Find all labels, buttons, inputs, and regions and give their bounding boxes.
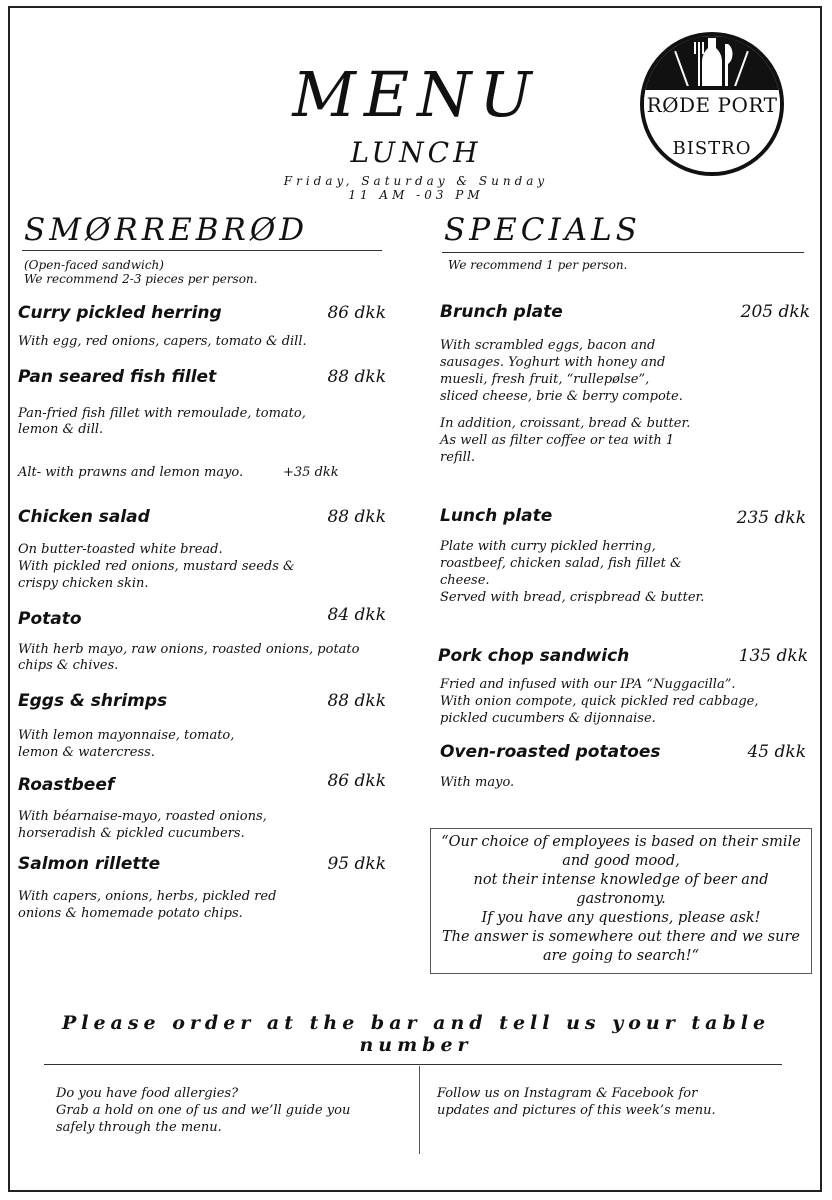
menu-item-desc: With scrambled eggs, bacon and (440, 338, 656, 353)
menu-item-name: Chicken salad (18, 507, 150, 527)
menu-item-desc: With herb mayo, raw onions, roasted onions, potato (18, 642, 360, 657)
quote-line: “Our choice of employees is based on their smile (441, 834, 801, 850)
page-title: MENU (292, 58, 540, 131)
menu-item-price: 45 dkk (747, 742, 806, 762)
smorrebrod-note-1: (Open-faced sandwich) (24, 258, 164, 272)
logo-top (644, 36, 780, 88)
menu-item-desc: With capers, onions, herbs, pickled red (18, 889, 277, 904)
menu-item-price: 88 dkk (327, 691, 386, 711)
menu-item-name: Brunch plate (440, 302, 563, 322)
menu-item-price: 95 dkk (327, 854, 386, 874)
menu-item-price: 86 dkk (327, 771, 386, 791)
specials-note: We recommend 1 per person. (448, 258, 628, 272)
menu-item-desc: With béarnaise-mayo, roasted onions, (18, 809, 267, 824)
social-note (437, 1085, 716, 1119)
order-instruction: Please order at the bar and tell us your table number (61, 1012, 771, 1056)
menu-item-price: 235 dkk (736, 508, 806, 528)
footer-divider (419, 1066, 420, 1154)
staff-quote-box (430, 828, 812, 974)
menu-item-name: Roastbeef (18, 775, 115, 795)
menu-item-name: Lunch plate (440, 506, 553, 526)
menu-item-name: Salmon rillette (18, 854, 161, 874)
menu-item-desc: With onion compote, quick pickled red cabbage, (440, 694, 759, 709)
smorrebrod-note-2: We recommend 2-3 pieces per person. (24, 272, 258, 286)
quote-line: not their intense knowledge of beer and (473, 872, 769, 888)
smorrebrod-rule (22, 250, 382, 251)
opening-hours: 11 AM -03 PM (348, 188, 484, 202)
menu-item-desc: sausages. Yoghurt with honey and (440, 355, 666, 370)
menu-item-desc: With mayo. (440, 775, 515, 790)
menu-item-price: 205 dkk (740, 302, 810, 322)
menu-item-desc: pickled cucumbers & dijonnaise. (440, 711, 656, 726)
menu-item-price: 88 dkk (327, 507, 386, 527)
quote-line: and good mood, (562, 853, 680, 869)
menu-item-desc: As well as filter coffee or tea with 1 (440, 433, 675, 448)
menu-item-price: 86 dkk (327, 303, 386, 323)
menu-item-desc: refill. (440, 450, 476, 465)
quote-line: If you have any questions, please ask! (481, 910, 761, 926)
logo-name: RØDE PORT (646, 93, 778, 117)
specials-title: SPECIALS (444, 212, 641, 248)
quote-line: are going to search!“ (542, 948, 700, 964)
menu-item-desc: crispy chicken skin. (18, 576, 149, 591)
page-subtitle: LUNCH (350, 136, 482, 169)
menu-item-name: Oven-roasted potatoes (440, 742, 661, 762)
menu-item-name: Pork chop sandwich (438, 646, 630, 666)
menu-item-price: 88 dkk (327, 367, 386, 387)
menu-item-desc: roastbeef, chicken salad, fish fillet & (440, 556, 682, 571)
menu-item-name: Curry pickled herring (18, 303, 222, 323)
quote-line: The answer is somewhere out there and we sure (442, 929, 800, 945)
menu-item-alt-price: +35 dkk (283, 465, 339, 480)
menu-item-desc: chips & chives. (18, 658, 119, 673)
allergy-line: Grab a hold on one of us and we’ll guide you (56, 1103, 351, 1118)
menu-item-alt: Alt- with prawns and lemon mayo. (18, 465, 244, 480)
menu-item-price: 84 dkk (327, 605, 386, 625)
menu-item-name: Potato (18, 609, 82, 629)
menu-item-desc: With lemon mayonnaise, tomato, (18, 728, 235, 743)
menu-item-desc: muesli, fresh fruit, “rullepølse”, (440, 372, 650, 387)
menu-item-desc: With egg, red onions, capers, tomato & dill. (18, 334, 307, 349)
social-line: updates and pictures of this week’s menu. (437, 1103, 716, 1118)
menu-item-desc: Pan-fried fish fillet with remoulade, tomato, (18, 406, 306, 421)
quote-line: gastronomy. (576, 891, 666, 907)
menu-item-desc: In addition, croissant, bread & butter. (440, 416, 691, 431)
menu-item-desc: Served with bread, crispbread & butter. (440, 590, 705, 605)
footer-rule (44, 1064, 782, 1065)
menu-item-desc: lemon & watercress. (18, 745, 155, 760)
allergy-line: Do you have food allergies? (56, 1086, 239, 1101)
menu-item-desc: sliced cheese, brie & berry compote. (440, 389, 683, 404)
menu-item-desc: With pickled red onions, mustard seeds & (18, 559, 295, 574)
logo-sub: BISTRO (672, 138, 752, 159)
menu-item-desc: Fried and infused with our IPA “Nuggacilla”. (440, 677, 736, 692)
bistro-logo (640, 32, 784, 176)
menu-item-desc: Plate with curry pickled herring, (440, 539, 656, 554)
menu-item-price: 135 dkk (738, 646, 808, 666)
social-line: Follow us on Instagram & Facebook for (437, 1086, 698, 1101)
allergy-note (56, 1085, 350, 1136)
specials-rule (442, 252, 804, 253)
cutlery-bottle-icon (644, 36, 780, 88)
allergy-line: safely through the menu. (56, 1120, 222, 1135)
menu-item-desc: cheese. (440, 573, 490, 588)
menu-item-desc: onions & homemade potato chips. (18, 906, 243, 921)
menu-item-desc: horseradish & pickled cucumbers. (18, 826, 245, 841)
menu-item-name: Eggs & shrimps (18, 691, 168, 711)
menu-item-name: Pan seared fish fillet (18, 367, 217, 387)
opening-days: Friday, Saturday & Sunday (283, 174, 549, 188)
menu-item-desc: lemon & dill. (18, 422, 104, 437)
smorrebrod-title: SMØRREBRØD (24, 212, 309, 248)
menu-item-desc: On butter-toasted white bread. (18, 542, 223, 557)
